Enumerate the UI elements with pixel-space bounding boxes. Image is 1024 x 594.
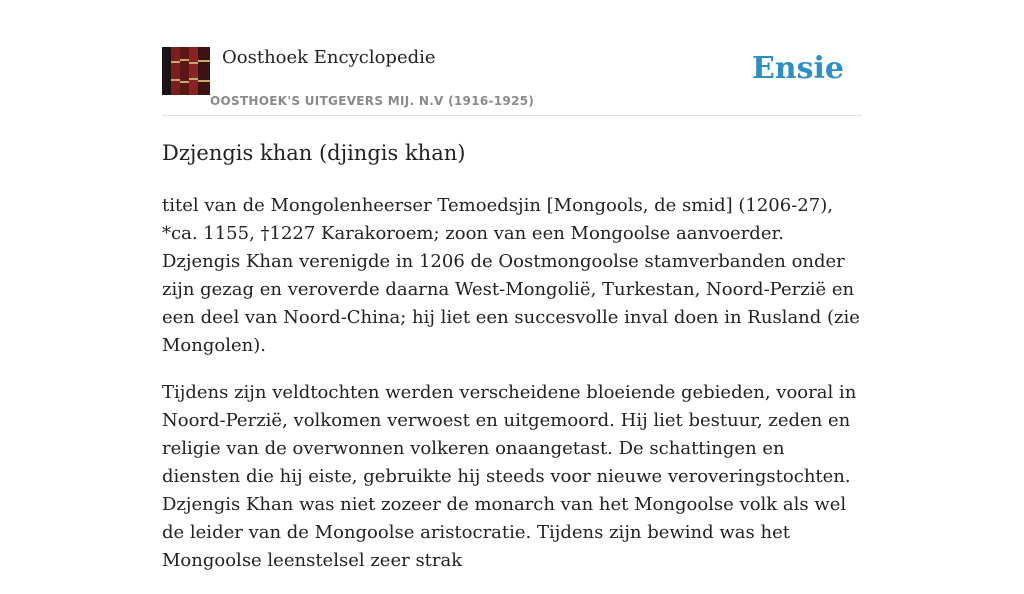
source-header — [162, 44, 862, 116]
article-body — [162, 192, 867, 594]
source-subtitle: OOSTHOEK'S UITGEVERS MIJ. N.V (1916-1925) — [210, 94, 535, 108]
article-paragraph: titel van de Mongolenheerser Temoedsjin [Mongools, de smid] (1206-27), *ca. 1155, †1227 Karakoroem; zoon van een Mongoolse aanvoerder. Dzjengis Khan verenigde in 1206 de Oostmongoolse stamverbanden onder zijn gezag en veroverde daarna West-Mongolië, Turkestan, Noord-Perzië en een deel van Noord-China; hij liet een succesvolle inval doen in Rusland (zie Mongolen). — [162, 195, 860, 356]
source-name[interactable]: Oosthoek Encyclopedie — [222, 47, 436, 68]
article-paragraph: Tijdens zijn veldtochten werden verscheidene bloeiende gebieden, vooral in Noord-Perzië, volkomen verwoest en uitgemoord. Hij liet bestuur, zeden en religie van de overwonnen volkeren onaangetast. De schattingen en diensten die hij eiste, gebruikte hij steeds voor nieuwe veroveringstochten. Dzjengis Khan was niet zozeer de monarch van het Mongoolse volk als wel de leider van de Mongoolse aristocratie. Tijdens zijn bewind was het Mongoolse leenstelsel zeer strak — [162, 382, 857, 571]
article-title: Dzjengis khan (djingis khan) — [162, 141, 466, 165]
avatar[interactable] — [162, 47, 210, 95]
brand-logo[interactable]: Ensie — [751, 51, 844, 86]
